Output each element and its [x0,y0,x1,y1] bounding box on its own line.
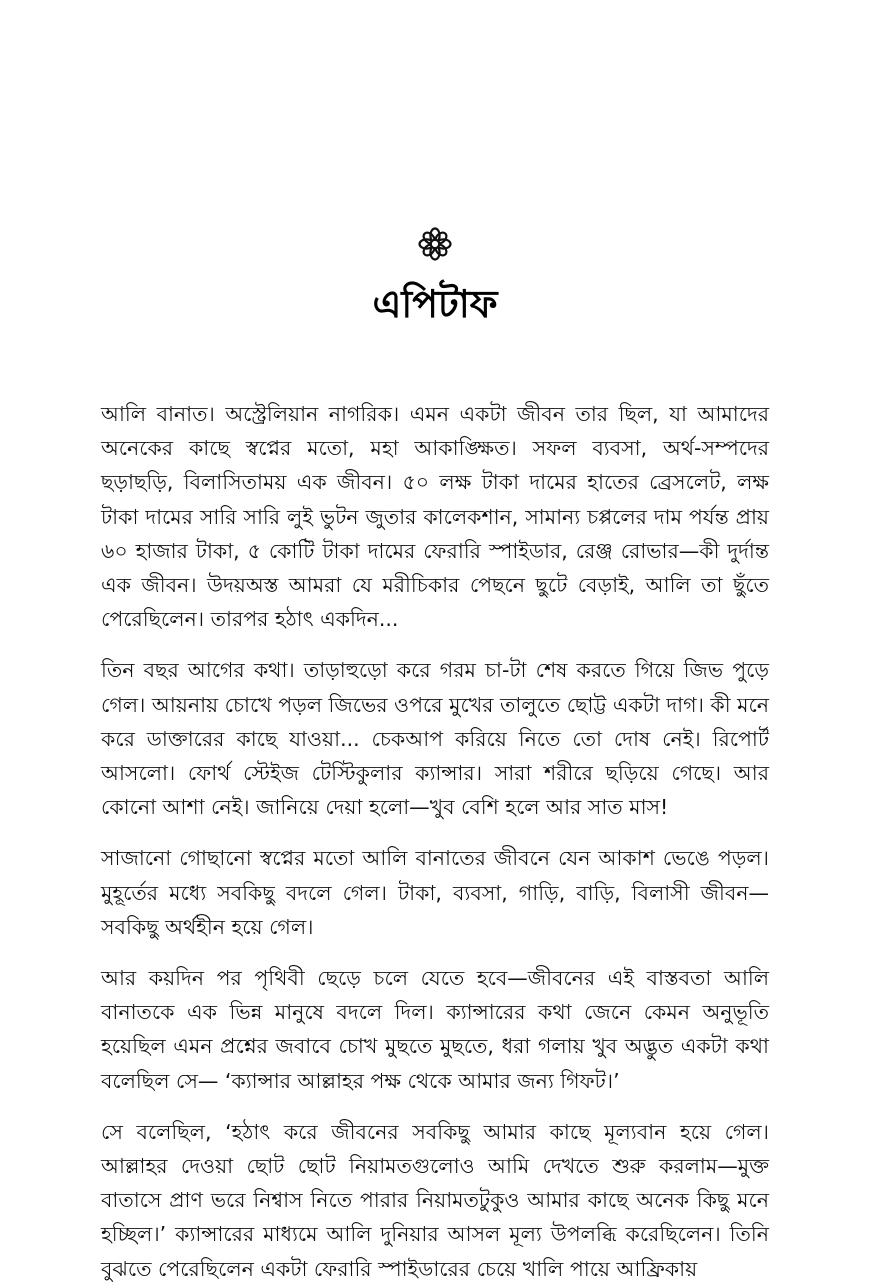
paragraph-2: তিন বছর আগের কথা। তাড়াহুড়ো করে গরম চা-টা শেষ করতে গিয়ে জিভ পুড়ে গেল। আয়নায় চোখে পড়ল জিভের ওপরে মুখের তালুতে ছোট্ট একটা দাগ। কী মনে করে ডাক্তারের কাছে যাওয়া... চেকআপ করিয়ে নিতে তো দোষ নেই। রিপোর্ট আসলো। ফোর্থ স্টেইজ টেস্টিকুলার ক্যান্সার। সারা শরীরে ছড়িয়ে গেছে। আর কোনো আশা নেই। জানিয়ে দেয়া হলো—খুব বেশি হলে আর সাত মাস! [101,658,769,820]
paragraph-3: সাজানো গোছানো স্বপ্নের মতো আলি বানাতের জীবনে যেন আকাশ ভেঙে পড়ল। মুহূর্তের মধ্যে সবকিছু বদলে গেল। টাকা, ব্যবসা, গাড়ি, বাড়ি, বিলাসী জীবন—সবকিছু অর্থহীন হয়ে গেল। [101,846,769,939]
paragraph-4: আর কয়দিন পর পৃথিবী ছেড়ে চলে যেতে হবে—জীবনের এই বাস্তবতা আলি বানাতকে এক ভিন্ন মানুষে বদলে দিল। ক্যান্সারের কথা জেনে কেমন অনুভূতি হয়েছিল এমন প্রশ্নের জবাবে চোখ মুছতে মুছতে, ধরা গলায় খুব অদ্ভুত একটা কথা বলেছিল সে— ‘ক্যান্সার আল্লাহর পক্ষ থেকে আমার জন্য গিফট।’ [101,966,769,1093]
chapter-title: এপিটাফ [372,282,498,326]
paragraph-1: আলি বানাত। অস্ট্রেলিয়ান নাগরিক। এমন একটা জীবন তার ছিল, যা আমাদের অনেকের কাছে স্বপ্নের মতো, মহা আকাঙ্ক্ষিত। সফল ব্যবসা, অর্থ-সম্পদের ছড়াছড়ি, বিলাসিতাময় এক জীবন। ৫০ লক্ষ টাকা দামের হাতের ব্রেসলেট, লক্ষ টাকা দামের সারি সারি লুই ভুটন জুতার কালেকশান, সামান্য চপ্পলের দাম পর্যন্ত প্রায় ৬০ হাজার টাকা, ৫ কোটি টাকা দামের ফেরারি স্পাইডার, রেঞ্জ রোভার—কী দুর্দান্ত এক জীবন। উদয়অস্ত আমরা যে মরীচিকার পেছনে ছুটে বেড়াই, আলি তা ছুঁতে পেরেছিলেন। তারপর হঠাৎ একদিন... [101,402,769,632]
paragraph-5: সে বলেছিল, ‘হঠাৎ করে জীবনের সবকিছু আমার কাছে মূল্যবান হয়ে গেল। আল্লাহর দেওয়া ছোট ছোট নিয়ামতগুলোও আমি দেখতে শুরু করলাম—মুক্ত বাতাসে প্রাণ ভরে নিশ্বাস নিতে পারার নিয়ামতটুকুও আমার কাছে অনেক কিছু মনে হচ্ছিল।’ ক্যান্সারের মাধ্যমে আলি দুনিয়ার আসল মূল্য উপলব্ধি করেছিলেন। তিনি বুঝতে পেরেছিলেন একটা ফেরারি স্পাইডারের চেয়ে খালি পায়ে আফ্রিকায় [101,1119,769,1281]
chapter-ornament [0,226,870,266]
chapter-body [101,397,769,1286]
flower-ornament-icon [417,226,453,266]
